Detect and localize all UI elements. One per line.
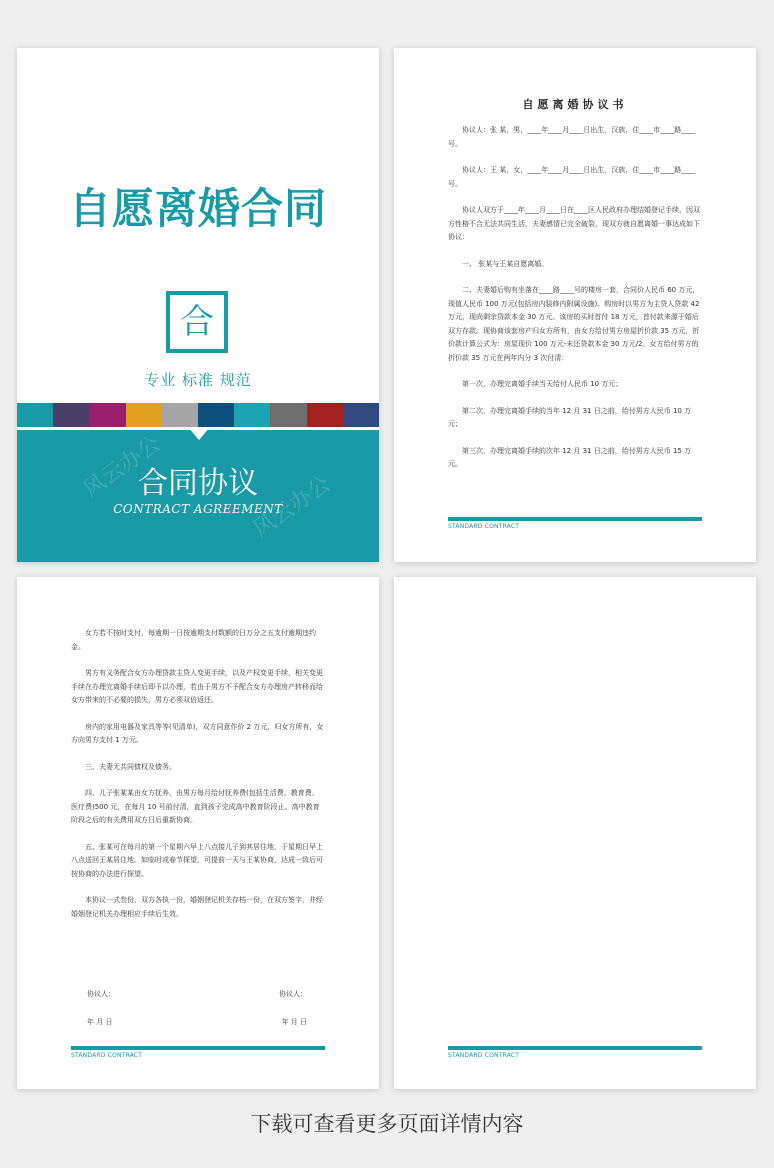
paragraph: 第二次，办理完离婚手续的当年 12 月 31 日之前，给付男方人民币 10 万元； bbox=[448, 406, 692, 428]
signature-label-left: 协议人： bbox=[87, 990, 115, 998]
paragraph: 四、儿子张某某由女方抚养，由男方每月给付抚养费(包括生活费、教育费、医疗费)500 元，在每月 10 号前付清，直到孩子完成高中教育阶段止。高中教育阶段之后的有关费用双方日后重新协商。 bbox=[71, 789, 320, 824]
footer-line bbox=[71, 1046, 325, 1050]
watermark: 风云办公 bbox=[78, 431, 166, 503]
color-stripe bbox=[17, 403, 53, 427]
color-stripe bbox=[162, 403, 198, 427]
page2-body bbox=[71, 627, 325, 934]
paragraph: 男方有义务配合女方办理贷款主贷人变更手续，以及产权变更手续，相关变更手续在办理完离婚手续后即予以办理，若由于男方不予配合女方办理房产转移而给女方带来的不必要的损失，男方必须双倍返还。 bbox=[71, 669, 323, 704]
paragraph: 协议人双方于____年____月____日在____区人民政府办理结婚登记手续，因双方性格不合无法共同生活，夫妻感情已完全破裂，现双方就自愿离婚一事达成如下协议： bbox=[448, 206, 700, 241]
download-caption: 下载可查看更多页面详情内容 bbox=[250, 1112, 524, 1136]
document-page-1 bbox=[394, 48, 756, 562]
footer-line bbox=[448, 517, 702, 521]
document-page-2 bbox=[17, 577, 379, 1089]
paragraph: 协议人：王 某，女，____年____月____日出生，汉族，住____市____路____号。 bbox=[448, 166, 696, 188]
paragraph: 一、 张某与王某自愿离婚。 bbox=[462, 259, 549, 268]
color-stripe bbox=[307, 403, 343, 427]
footer-line bbox=[448, 1046, 702, 1050]
cover-notch bbox=[188, 427, 210, 440]
color-stripe bbox=[89, 403, 125, 427]
footer-label: STANDARD CONTRACT bbox=[448, 523, 520, 530]
document-page-3 bbox=[394, 577, 756, 1089]
paragraph: 女方若不按时支付，每逾期一日按逾期支付数额的日万分之五支付逾期违约金。 bbox=[71, 629, 316, 651]
cover-english-title: CONTRACT AGREEMENT bbox=[113, 502, 283, 516]
date-row bbox=[87, 1017, 307, 1027]
color-stripe bbox=[53, 403, 89, 427]
paragraph: 五、张某可在每月的第一个星期六早上八点接儿子到其居住地，于星期日早上八点送回王某居住地。如临时或春节探望，可提前一天与王某协商，达成一致后可按协商的办法进行探望。 bbox=[71, 842, 323, 878]
contract-logo-icon bbox=[166, 291, 228, 353]
document-title: 自愿离婚协议书 bbox=[522, 98, 628, 111]
paragraph: 第一次，办理完离婚手续当天给付人民币 10 万元； bbox=[462, 380, 623, 388]
paragraph: 协议人：张 某，男，____年____月____日出生，汉族，住____市____路____号。 bbox=[448, 126, 696, 148]
footer-label: STANDARD CONTRACT bbox=[71, 1052, 143, 1059]
color-stripe bbox=[343, 403, 379, 427]
paragraph: 本协议一式叁份，双方各执一份，婚姻登记机关存档一份，在双方签字，并经婚姻登记机关办理相应手续后生效。 bbox=[71, 896, 323, 918]
date-right: 年 月 日 bbox=[281, 1018, 307, 1026]
watermark: 风云办公 bbox=[248, 471, 336, 543]
signature-label-right: 协议人： bbox=[279, 990, 307, 998]
paragraph: 第三次，办理完离婚手续的次年 12 月 31 日之前，给付男方人民币 15 万元。 bbox=[448, 446, 692, 468]
date-left: 年 月 日 bbox=[87, 1018, 113, 1026]
color-stripe bbox=[198, 403, 234, 427]
color-stripes bbox=[17, 403, 379, 427]
color-stripe bbox=[126, 403, 162, 427]
paragraph: 房内的家用电器及家具等等(见清单)，双方同意作价 2 万元，归女方所有，女方向男方支付 1 万元。 bbox=[71, 722, 324, 744]
color-stripe bbox=[270, 403, 306, 427]
cover-tagline: 专业 标准 规范 bbox=[144, 371, 252, 389]
paragraph: 二、夫妻婚后购有坐落在____路____号的楼房一套，合同价人民币 60 万元，现值人民币 100 万元(包括房内装修内附属设施)。购房时以男方为主贷人贷款 42 万元，现尚剩余贷款本金 30 万元。该房的买时首付 18 万元，首付款来源于婚后双方存款。现协商该套房产归女方所有，由女方给付男方房屋折价款 35 万元，折价款计算公式为：房屋现价 100 万元-未还贷款本金 30 万元/2。女方给付男方的折价款 35 万元在两年内分 3 次付清： bbox=[448, 286, 700, 362]
logo-char: 合 bbox=[180, 302, 214, 342]
color-stripe bbox=[234, 403, 270, 427]
paragraph: 三、夫妻无共同债权及债务。 bbox=[85, 762, 176, 771]
footer-label: STANDARD CONTRACT bbox=[448, 1052, 520, 1059]
cover-page bbox=[17, 48, 379, 562]
signature-row bbox=[87, 989, 307, 999]
cover-title: 自愿离婚合同 bbox=[68, 184, 327, 233]
cover-subtitle: 合同协议 bbox=[138, 466, 258, 501]
page1-body bbox=[448, 124, 702, 485]
